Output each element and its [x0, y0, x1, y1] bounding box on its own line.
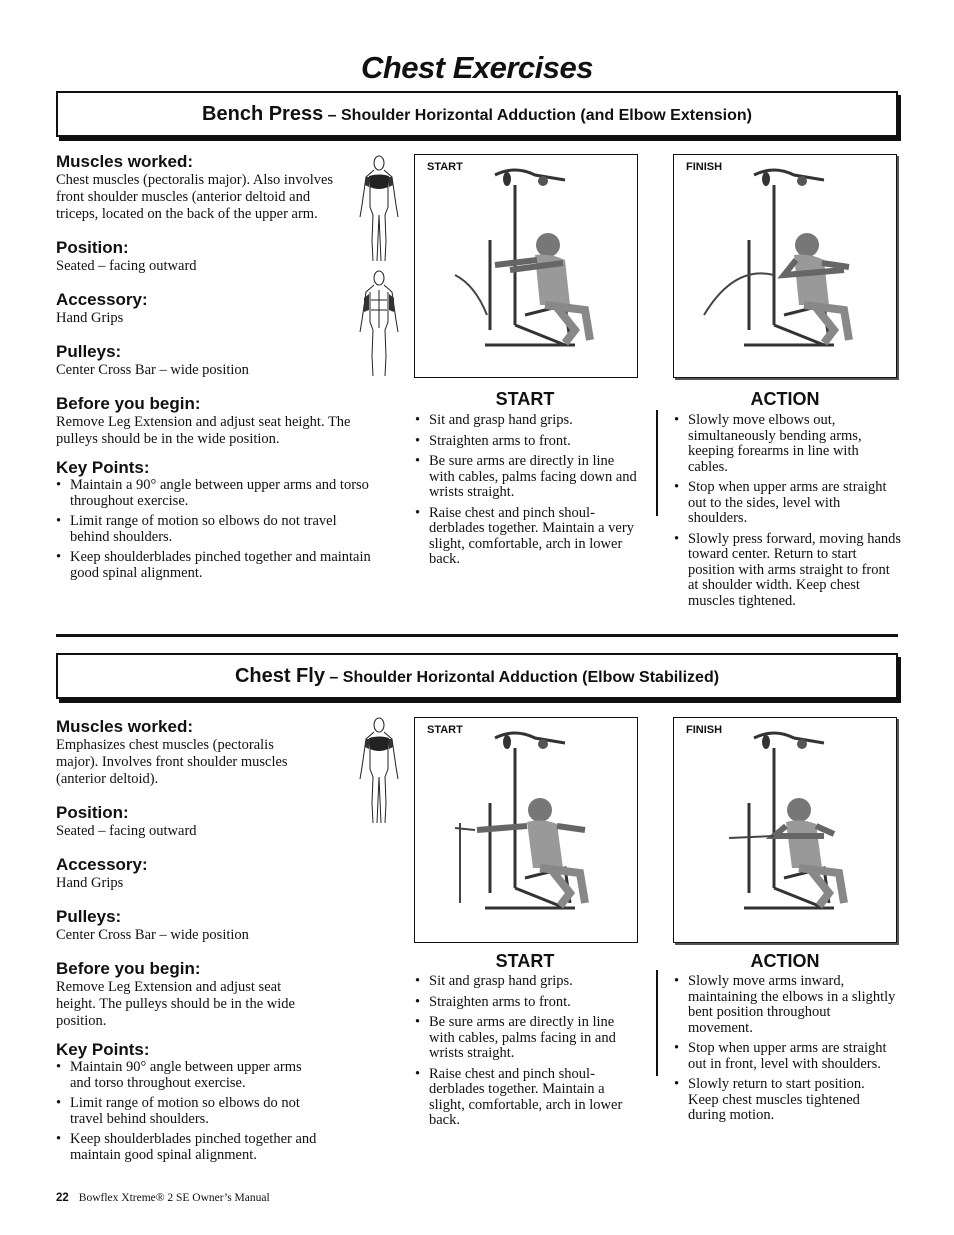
list-item: • Be sure arms are directly in line with cables, palms facing in and wrists straight. — [415, 1015, 643, 1062]
muscles-worked-heading: Muscles worked: — [56, 717, 193, 736]
bench-press-details — [56, 152, 376, 586]
muscles-worked-heading: Muscles worked: — [56, 152, 193, 171]
list-item: • Stop when upper arms are straight out in front, level with shoulders. — [674, 1041, 896, 1072]
pulleys-heading: Pulleys: — [56, 907, 122, 926]
section-subtitle: – Shoulder Horizontal Adduction (and Elbow Extension) — [327, 107, 752, 124]
list-item: • Slowly return to start position. Keep chest muscles tightened during motion. — [674, 1077, 896, 1124]
section-name: Bench Press — [202, 103, 324, 125]
list-item: • Limit range of motion so elbows do not travel behind shoulders. — [56, 1096, 318, 1127]
section-header-chest-fly — [56, 653, 898, 699]
list-item: • Straighten arms to front. — [415, 434, 637, 450]
key-points-list — [56, 478, 371, 581]
key-points-heading: Key Points: — [56, 1040, 150, 1059]
chest-fly-details — [56, 717, 376, 1168]
action-steps-list — [674, 413, 902, 614]
muscles-worked-text: Emphasizes chest muscles (pectoralis major). Involves front shoulder muscles (anterior deltoid). — [56, 737, 288, 787]
list-item: • Keep shoulderblades pinched together and maintain good spinal alignment. — [56, 550, 371, 581]
start-steps-list — [415, 413, 637, 573]
list-item: • Be sure arms are directly in line with cables, palms facing down and wrists straight. — [415, 454, 637, 501]
before-text: Remove Leg Extension and adjust seat height. The pulleys should be in the wide position. — [56, 414, 351, 447]
section-name: Chest Fly — [234, 665, 325, 687]
pulleys-text: Center Cross Bar – wide position — [56, 362, 249, 378]
manual-name: Bowflex Xtreme® 2 SE Owner’s Manual — [78, 1192, 270, 1204]
before-heading: Before you begin: — [56, 959, 201, 978]
chest-fly-finish-photo — [673, 717, 897, 943]
position-text: Seated – facing outward — [56, 258, 197, 274]
start-steps-list — [415, 974, 643, 1134]
list-item: • Straighten arms to front. — [415, 995, 643, 1011]
action-heading: ACTION — [750, 389, 820, 409]
bench-press-start-photo — [414, 154, 638, 378]
accessory-text: Hand Grips — [56, 875, 124, 891]
list-item: • Maintain 90° angle between upper arms and torso throughout exercise. — [56, 1060, 318, 1091]
before-heading: Before you begin: — [56, 394, 201, 413]
photo-label: FINISH — [686, 724, 723, 736]
key-points-list — [56, 1060, 318, 1163]
start-heading: START — [495, 951, 555, 971]
pulleys-heading: Pulleys: — [56, 342, 122, 361]
list-item: • Keep shoulderblades pinched together and maintain good spinal alignment. — [56, 1132, 318, 1163]
list-item: • Slowly move elbows out, simultaneously bending arms, keeping forearms in line with cables. — [674, 413, 902, 475]
column-divider — [656, 410, 658, 516]
position-heading: Position: — [56, 238, 129, 257]
photo-label: FINISH — [686, 161, 723, 173]
list-item: • Maintain a 90° angle between upper arms and torso throughout exercise. — [56, 478, 371, 509]
list-item: • Slowly move arms inward, maintaining the elbows in a slightly bent position throughout movement. — [674, 974, 896, 1036]
position-text: Seated – facing outward — [56, 823, 197, 839]
position-heading: Position: — [56, 803, 129, 822]
section-subtitle: – Shoulder Horizontal Adduction (Elbow Stabilized) — [329, 669, 720, 686]
muscle-back-figure — [356, 270, 402, 380]
action-heading: ACTION — [750, 951, 820, 971]
muscles-worked-text: Chest muscles (pectoralis major). Also involves front shoulder muscles (anterior deltoid and triceps, located on the back of the upper arm. — [56, 172, 334, 222]
page-footer — [56, 1192, 270, 1204]
list-item: • Raise chest and pinch shoul-derblades together. Maintain a slight, comfortable, arch in lower back. — [415, 1067, 643, 1129]
list-item: • Limit range of motion so elbows do not travel behind shoulders. — [56, 514, 371, 545]
machine-illustration — [415, 155, 637, 377]
machine-illustration — [674, 718, 896, 942]
bench-press-finish-photo — [673, 154, 897, 378]
page-number: 22 — [56, 1192, 69, 1204]
section-divider — [56, 634, 898, 637]
machine-illustration — [415, 718, 637, 942]
action-steps-list — [674, 974, 896, 1129]
photo-label: START — [427, 724, 463, 736]
page-title: Chest Exercises — [360, 50, 594, 85]
machine-illustration — [674, 155, 896, 377]
list-item: • Slowly press forward, moving hands toward center. Return to start position with arms straight to front at shoulder width. Keep chest muscles tightened. — [674, 532, 902, 610]
list-item: • Stop when upper arms are straight out to the sides, level with shoulders. — [674, 480, 902, 527]
muscle-front-figure — [356, 155, 402, 265]
before-text: Remove Leg Extension and adjust seat height. The pulleys should be in the wide position. — [56, 979, 295, 1029]
list-item: • Sit and grasp hand grips. — [415, 413, 637, 429]
list-item: • Raise chest and pinch shoul-derblades together. Maintain a very slight, comfortable, arch in lower back. — [415, 506, 637, 568]
pulleys-text: Center Cross Bar – wide position — [56, 927, 249, 943]
section-header-bench-press — [56, 91, 898, 137]
column-divider — [656, 970, 658, 1076]
accessory-heading: Accessory: — [56, 855, 148, 874]
start-heading: START — [495, 389, 555, 409]
list-item: • Sit and grasp hand grips. — [415, 974, 643, 990]
chest-fly-start-photo — [414, 717, 638, 943]
accessory-text: Hand Grips — [56, 310, 124, 326]
key-points-heading: Key Points: — [56, 458, 150, 477]
muscle-front-figure — [356, 717, 402, 827]
accessory-heading: Accessory: — [56, 290, 148, 309]
photo-label: START — [427, 161, 463, 173]
